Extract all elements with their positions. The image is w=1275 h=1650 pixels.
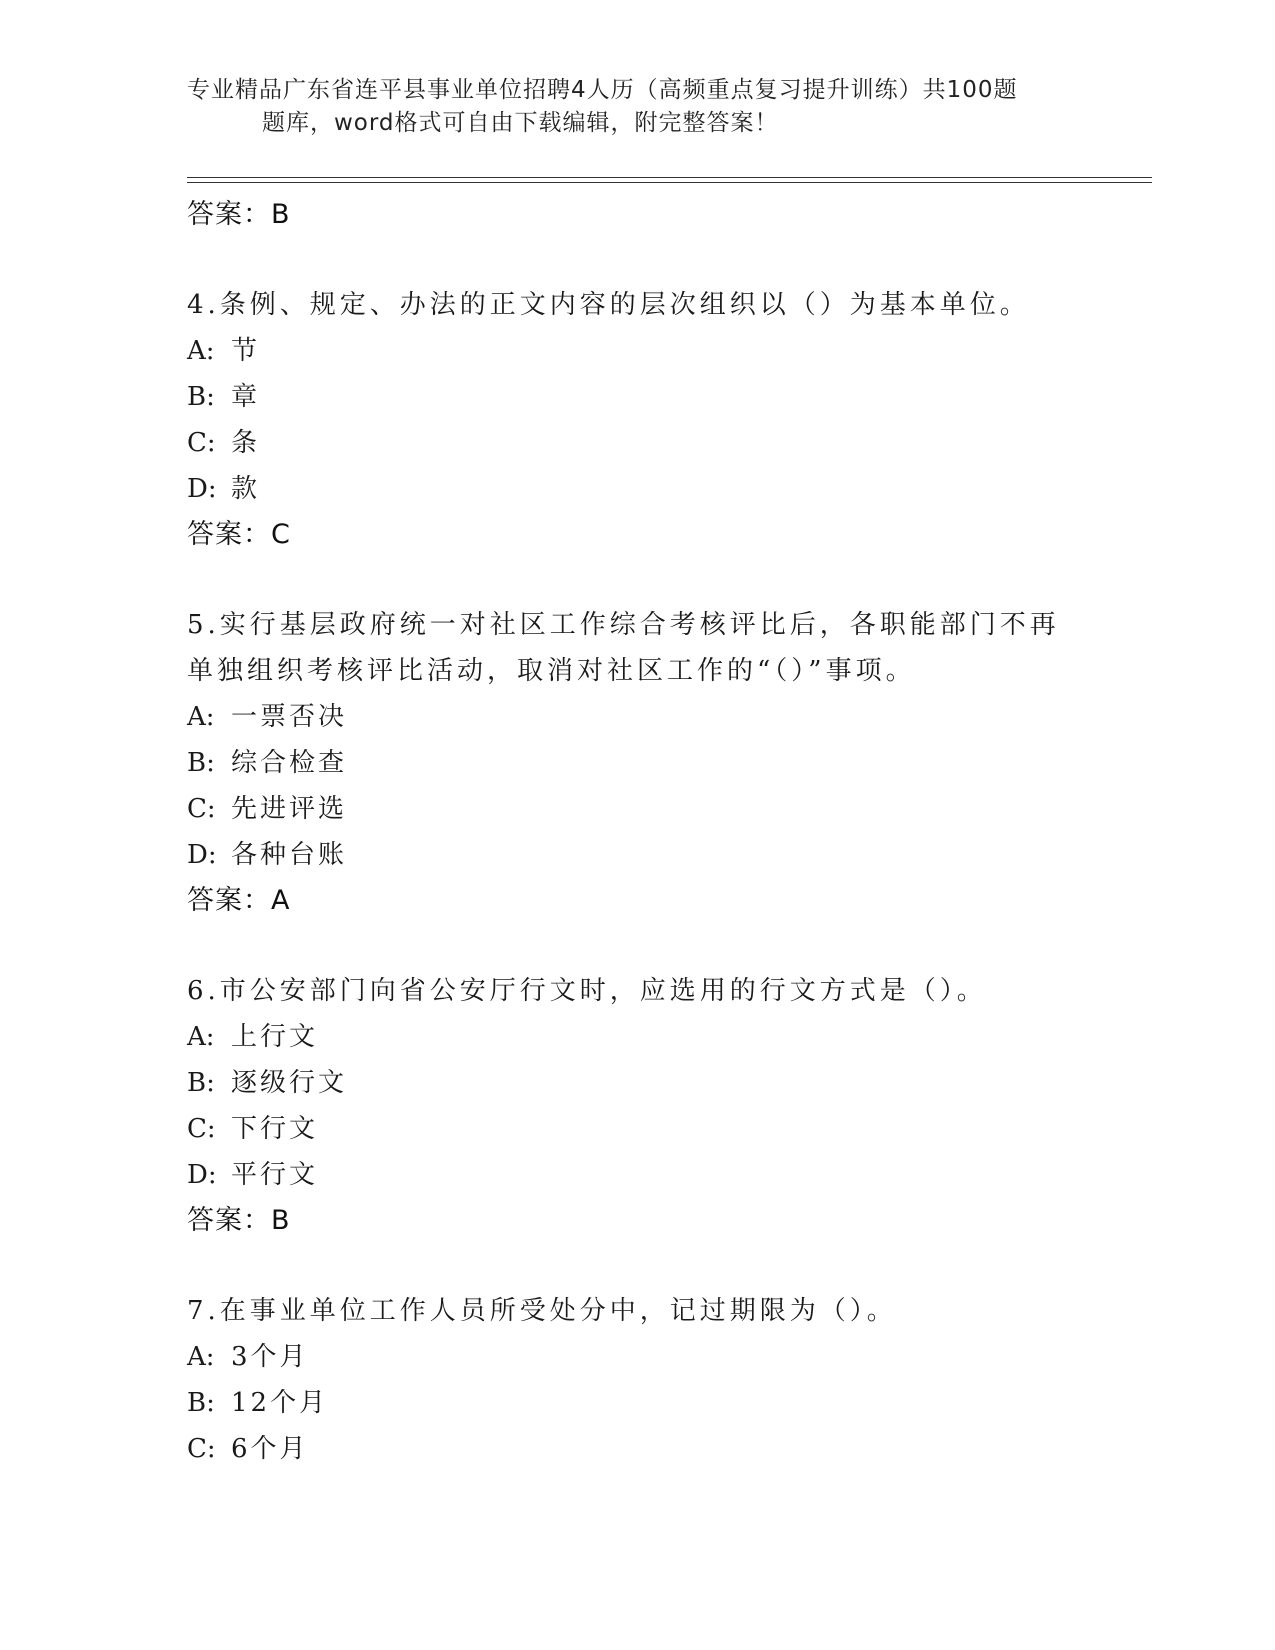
question-text: 6.市公安部门向省公安厅行文时，应选用的行文方式是（）。: [187, 976, 987, 1006]
header-line-1: 专业精品广东省连平县事业单位招聘4人历（高频重点复习提升训练）共100题: [187, 77, 1018, 103]
header-divider-bottom: [187, 182, 1152, 183]
answer-line: 答案：C: [187, 519, 291, 550]
option-key: A:: [187, 702, 215, 732]
option-text: 逐级行文: [231, 1068, 348, 1098]
option-a: [187, 1014, 1087, 1060]
option-key: B:: [187, 1388, 215, 1418]
option-d: [187, 832, 1087, 878]
option-d: [187, 1152, 1087, 1198]
option-text: 3个月: [231, 1342, 309, 1372]
previous-answer: 答案：B: [187, 199, 291, 230]
option-c: [187, 420, 1087, 466]
question-block: [187, 282, 1087, 558]
option-c: [187, 1426, 1087, 1472]
option-b: [187, 374, 1087, 420]
question-block: [187, 1288, 1087, 1472]
option-b: [187, 1060, 1087, 1106]
option-text: 先进评选: [231, 794, 348, 824]
option-text: 上行文: [231, 1022, 319, 1052]
option-key: C:: [187, 428, 216, 458]
question-block: [187, 602, 1087, 924]
answer-line: 答案：B: [187, 1205, 291, 1236]
option-text: 节: [231, 336, 261, 366]
option-key: C:: [187, 794, 216, 824]
document-header: [187, 74, 1047, 140]
answer-line: 答案：A: [187, 885, 291, 916]
option-key: A:: [187, 1022, 215, 1052]
question-list: [187, 192, 1087, 1472]
option-key: B:: [187, 1068, 215, 1098]
option-key: D:: [187, 474, 217, 504]
question-text: 5.实行基层政府统一对社区工作综合考核评比后，各职能部门不再单独组织考核评比活动，取消对社区工作的“（）”事项。: [187, 610, 1060, 686]
option-text: 款: [231, 474, 261, 504]
option-text: 综合检查: [231, 748, 348, 778]
option-text: 平行文: [231, 1160, 319, 1190]
option-text: 12个月: [231, 1388, 329, 1418]
option-text: 下行文: [231, 1114, 319, 1144]
option-key: A:: [187, 336, 215, 366]
option-c: [187, 786, 1087, 832]
question-text: 4.条例、规定、办法的正文内容的层次组织以（）为基本单位。: [187, 290, 1030, 320]
option-key: C:: [187, 1434, 216, 1464]
option-b: [187, 1380, 1087, 1426]
option-text: 章: [231, 382, 261, 412]
option-text: 条: [231, 428, 261, 458]
option-b: [187, 740, 1087, 786]
option-text: 一票否决: [231, 702, 348, 732]
question-block: [187, 968, 1087, 1244]
option-a: [187, 1334, 1087, 1380]
option-key: D:: [187, 1160, 217, 1190]
option-d: [187, 466, 1087, 512]
question-text: 7.在事业单位工作人员所受处分中，记过期限为（）。: [187, 1296, 897, 1326]
option-key: B:: [187, 382, 215, 412]
option-key: A:: [187, 1342, 215, 1372]
option-a: [187, 328, 1087, 374]
option-key: D:: [187, 840, 217, 870]
option-a: [187, 694, 1087, 740]
option-key: B:: [187, 748, 215, 778]
option-text: 6个月: [231, 1434, 309, 1464]
option-key: C:: [187, 1114, 216, 1144]
header-divider-top: [187, 177, 1152, 178]
option-c: [187, 1106, 1087, 1152]
header-line-2: 题库，word格式可自由下载编辑，附完整答案！: [262, 110, 779, 136]
option-text: 各种台账: [231, 840, 348, 870]
